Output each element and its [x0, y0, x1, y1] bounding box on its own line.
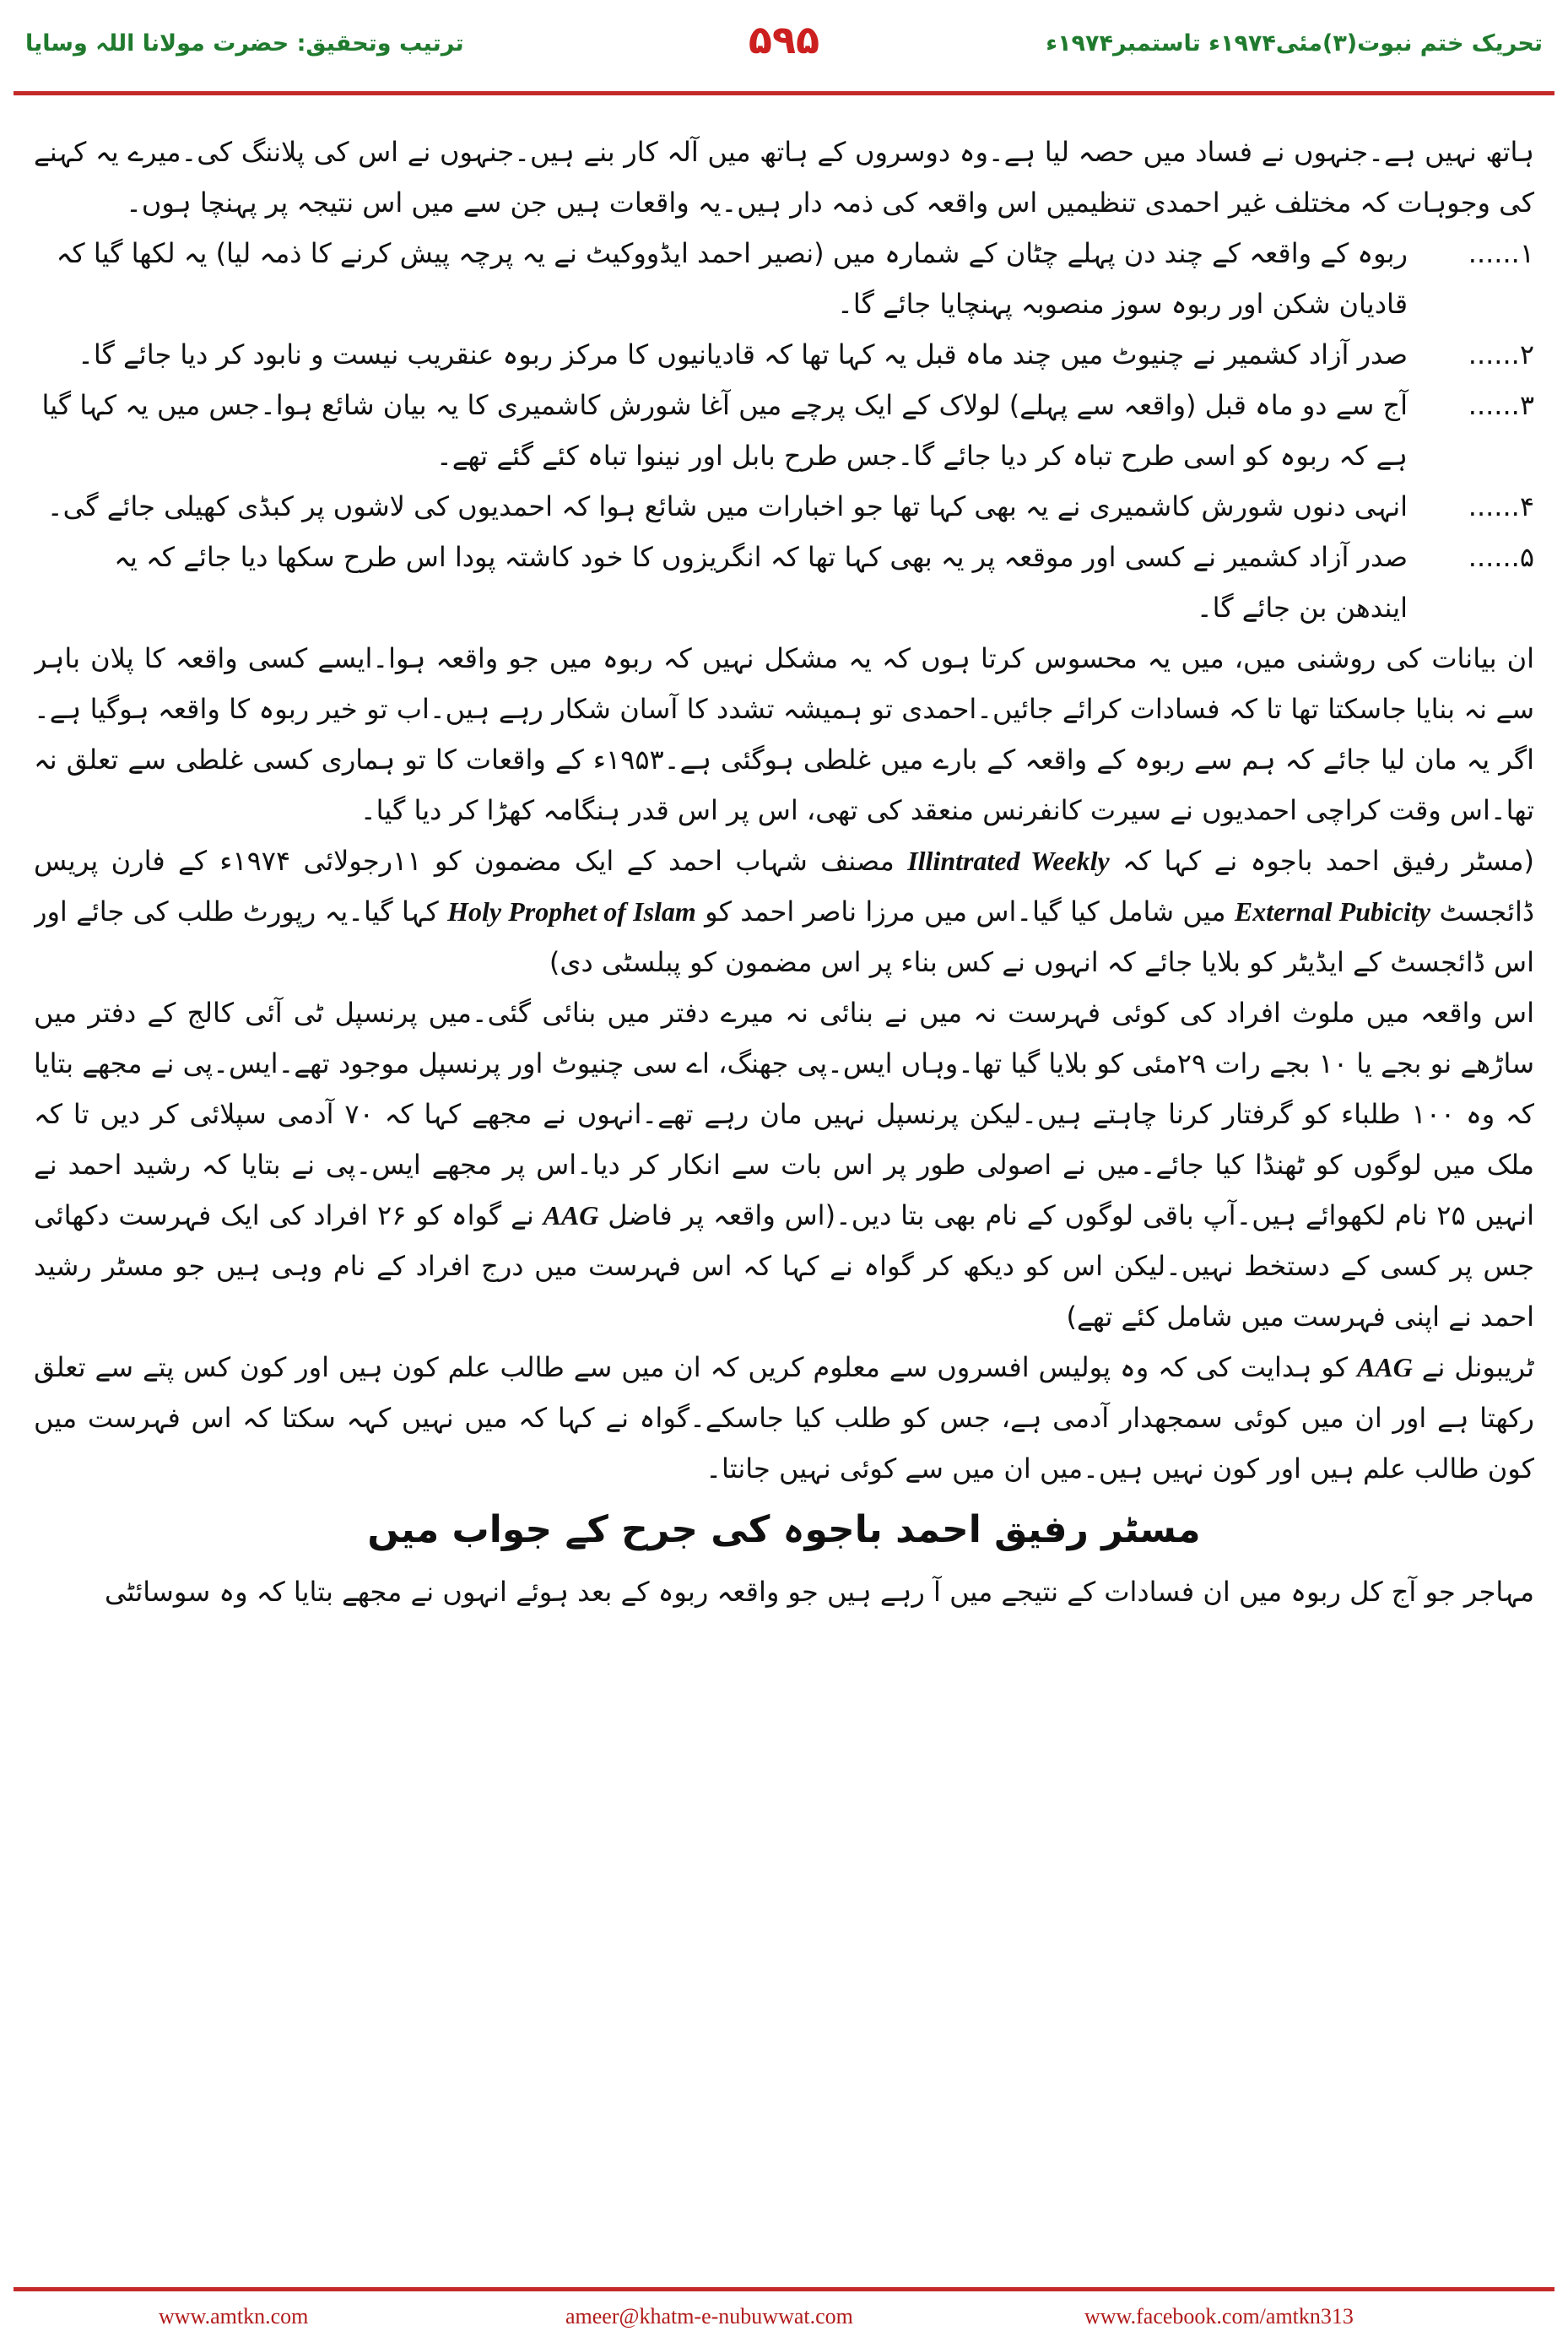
list-item	[34, 329, 1534, 380]
list-item-number: ۲......	[1468, 338, 1534, 371]
paragraph-3	[34, 836, 1534, 987]
english-term-aag: AAG	[1357, 1352, 1413, 1382]
list-item-number: ۵......	[1468, 541, 1534, 573]
list-item	[34, 481, 1534, 532]
english-term-publicity: External Pubicity	[1234, 896, 1431, 927]
paragraph-3-text-d: کہا گیا۔یہ رپورٹ طلب کی جائے اور اس ڈائجسٹ کے ایڈیٹر کو بلایا جائے کہ انہوں نے کس بناء پر اس مضمون کو پبلسٹی دی)	[34, 895, 1534, 978]
list-item-text: ربوہ کے واقعہ کے چند دن پہلے چٹان کے شمارہ میں (نصیر احمد ایڈووکیٹ نے یہ پرچہ پیش کرنے کا ذمہ لیا) یہ لکھا گیا کہ قادیان شکن اور ربوہ سوز منصوبہ پہنچایا جائے گا۔	[56, 237, 1408, 320]
header-rule	[14, 91, 1554, 95]
list-item	[34, 228, 1534, 329]
english-term-aag: AAG	[543, 1200, 599, 1230]
website-link[interactable]: www.amtkn.com	[159, 2304, 309, 2328]
page-body	[34, 127, 1534, 2274]
paragraph-3-text-b: مصنف شہاب احمد کے ایک مضمون کو ۱۱رجولائی ۱۹۷۴ء کے فارن پریس ڈائجسٹ	[34, 845, 1534, 928]
facebook-link[interactable]: www.facebook.com/amtkn313	[1084, 2304, 1354, 2328]
english-term-weekly: Illintrated Weekly	[907, 846, 1110, 876]
paragraph-2: ان بیانات کی روشنی میں، میں یہ محسوس کرتا ہوں کہ یہ مشکل نہیں کہ ربوہ میں جو واقعہ ہوا۔ایسے کسی واقعہ کا پلان باہر سے نہ بنایا جاسکتا تھا تا کہ فسادات کرائے جائیں۔احمدی تو ہمیشہ تشدد کا آسان شکار رہے ہیں۔اب تو خیر ربوہ کا واقعہ ہوگیا ہے۔اگر یہ مان لیا جائے کہ ہم سے ربوہ کے واقعہ کے بارے میں غلطی ہوگئی ہے۔۱۹۵۳ء کے واقعات کا تو ہماری کسی غلطی سے تعلق نہ تھا۔اس وقت کراچی احمدیوں نے سیرت کانفرنس منعقد کی تھی، اس پر اس قدر ہنگامہ کھڑا کر دیا گیا۔	[34, 642, 1534, 826]
email-link[interactable]: ameer@khatm-e-nubuwwat.com	[565, 2304, 853, 2328]
list-item-number: ۳......	[1468, 389, 1534, 421]
page-number: ۵۹۵	[748, 17, 820, 62]
list-item	[34, 532, 1534, 633]
list-item-text: صدر آزاد کشمیر نے کسی اور موقعہ پر یہ بھی کہا تھا کہ انگریزوں کا خود کاشتہ پودا اس طرح سکھا دیا جائے کہ یہ ایندھن بن جائے گا۔	[114, 541, 1408, 624]
book-title: تحریک ختم نبوت(۳)مئی۱۹۷۴ء تاستمبر۱۹۷۴ء	[1046, 30, 1543, 57]
list-item-number: ۴......	[1468, 490, 1534, 522]
compiler-credit: ترتیب وتحقیق: حضرت مولانا اللہ وسایا	[25, 30, 464, 57]
paragraph-3-text-a: (مسٹر رفیق احمد باجوہ نے کہا کہ	[1122, 845, 1534, 877]
paragraph-4-text-b: نے گواہ کو ۲۶ افراد کی ایک فہرست دکھائی جس پر کسی کے دستخط نہیں۔لیکن اس کو دیکھ کر گواہ نے کہا کہ اس فہرست میں درج افراد کے نام وہی ہیں جو مسٹر رشید احمد نے اپنی فہرست میں شامل کئے تھے)	[34, 1199, 1534, 1333]
paragraph-5-text-a: ٹریبونل نے	[1421, 1351, 1534, 1383]
section-heading: مسٹر رفیق احمد باجوہ کی جرح کے جواب میں	[367, 1508, 1201, 1551]
list-item-text: صدر آزاد کشمیر نے چنیوٹ میں چند ماہ قبل یہ کہا تھا کہ قادیانیوں کا مرکز ربوہ عنقریب نیست و نابود کر دیا جائے گا۔	[78, 338, 1408, 371]
list-item	[34, 380, 1534, 481]
paragraph-4	[34, 987, 1534, 1342]
page-footer	[0, 2296, 1568, 2342]
paragraph-6: مہاجر جو آج کل ربوہ میں ان فسادات کے نتیجے میں آ رہے ہیں جو واقعہ ربوہ کے بعد ہوئے انہوں نے مجھے بتایا کہ وہ سوسائٹی	[105, 1576, 1534, 1608]
list-item-text: آج سے دو ماہ قبل (واقعہ سے پہلے) لولاک کے ایک پرچے میں آغا شورش کاشمیری کا یہ بیان شائع ہوا۔جس میں یہ کہا گیا ہے کہ ربوہ کو اسی طرح تباہ کر دیا جائے گا۔جس طرح بابل اور نینوا تباہ کئے گئے تھے۔	[41, 389, 1408, 472]
english-term-prophet: Holy Prophet of Islam	[447, 896, 696, 927]
list-item-number: ۱......	[1468, 237, 1534, 269]
paragraph-4-text-a: اس واقعہ میں ملوث افراد کی کوئی فہرست نہ میں نے بنائی نہ میرے دفتر میں بنائی گئی۔میں پرنسپل ٹی آئی کالج کے دفتر میں ساڑھے نو بجے یا ۱۰ بجے رات ۲۹مئی کو بلایا گیا تھا۔وہاں ایس۔پی جھنگ، اے سی چنیوٹ اور پرنسپل موجود تھے۔ایس۔پی نے مجھے بتایا کہ وہ ۱۰۰ طلباء کو گرفتار کرنا چاہتے ہیں۔لیکن پرنسپل نہیں مان رہے تھے۔انہوں نے مجھے کہا کہ ۷۰ آدمی سپلائی کر دیں تا کہ ملک میں لوگوں کو ٹھنڈا کیا جائے۔میں نے اصولی طور پر اس بات سے انکار کر دیا۔اس پر مجھے ایس۔پی نے بتایا کہ رشید احمد نے انہیں ۲۵ نام لکھوائے ہیں۔آپ باقی لوگوں کے نام بھی بتا دیں۔(اس واقعہ پر فاضل	[34, 997, 1534, 1231]
paragraph-1: ہاتھ نہیں ہے۔جنہوں نے فساد میں حصہ لیا ہے۔وہ دوسروں کے ہاتھ میں آلہ کار بنے ہیں۔جنہوں نے اس کی پلاننگ کی۔میرے یہ کہنے کی وجوہات کہ مختلف غیر احمدی تنظیمیں اس واقعہ کی ذمہ دار ہیں۔یہ واقعات ہیں جن سے میں اس نتیجہ پر پہنچا ہوں۔	[34, 136, 1534, 219]
page-header	[0, 0, 1568, 100]
paragraph-3-text-c: میں شامل کیا گیا۔اس میں مرزا ناصر احمد کو	[705, 895, 1226, 928]
paragraph-5	[34, 1342, 1534, 1494]
list-item-text: انہی دنوں شورش کاشمیری نے یہ بھی کہا تھا جو اخبارات میں شائع ہوا کہ احمدیوں کی لاشوں پر کبڈی کھیلی جائے گی۔	[46, 490, 1408, 522]
footer-rule	[14, 2287, 1554, 2291]
paragraph-5-text-b: کو ہدایت کی کہ وہ پولیس افسروں سے معلوم کریں کہ ان میں سے طالب علم کون ہیں اور کون کس پتے سے تعلق رکھتا ہے اور ان میں کوئی سمجھدار آدمی ہے، جس کو طلب کیا جاسکے۔گواہ نے کہا کہ میں نہیں کہہ سکتا کہ اس فہرست میں کون طالب علم ہیں اور کون نہیں ہیں۔میں ان میں سے کوئی نہیں جانتا۔	[34, 1351, 1534, 1485]
